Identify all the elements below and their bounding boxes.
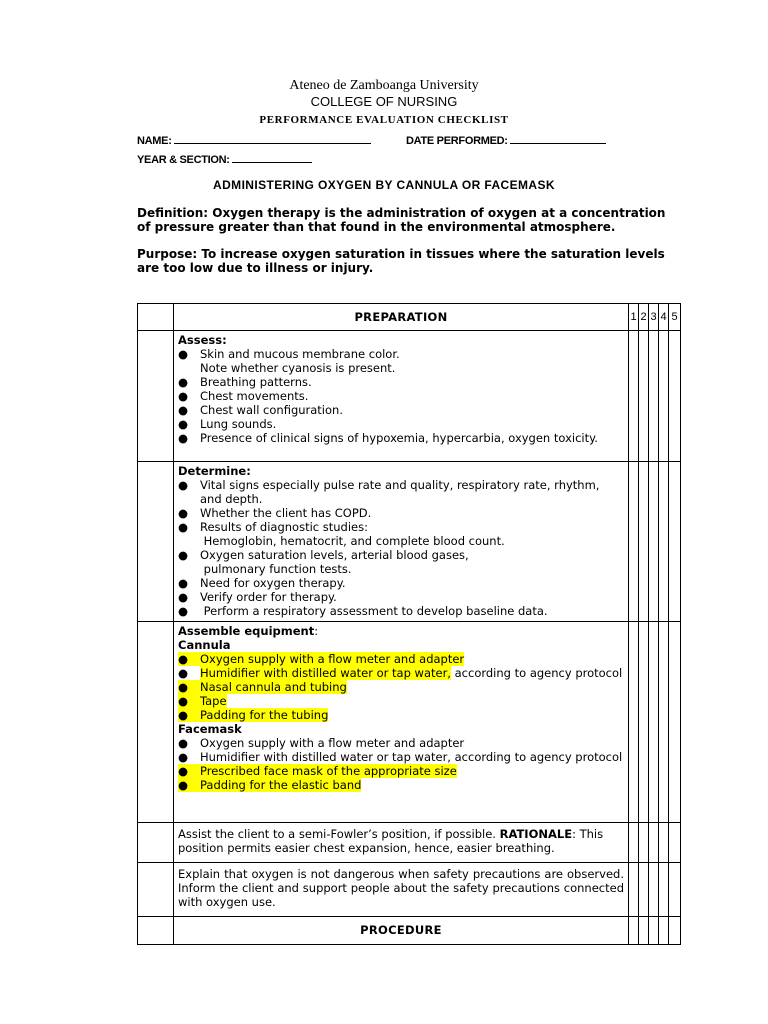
list-item: ● Need for oxygen therapy.: [178, 576, 346, 590]
rationale-label: RATIONALE: [499, 827, 573, 841]
assess-heading: Assess:: [178, 333, 227, 347]
score-box[interactable]: [629, 863, 639, 917]
year-section-blank: [232, 153, 312, 163]
date-label: DATE PERFORMED:: [406, 135, 508, 147]
list-item: ● Verify order for therapy.: [178, 590, 337, 604]
list-item: ● Chest movements.: [178, 389, 309, 403]
score-header-5: 5: [669, 304, 681, 331]
date-field: [406, 134, 606, 147]
procedure-title: ADMINISTERING OXYGEN BY CANNULA OR FACEMASK: [213, 178, 555, 192]
list-item: ● Tape: [178, 694, 227, 708]
list-item: ● Chest wall configuration.: [178, 403, 343, 417]
score-box[interactable]: [639, 622, 649, 823]
score-box[interactable]: [629, 462, 639, 622]
score-box[interactable]: [659, 462, 669, 622]
score-box[interactable]: [669, 823, 681, 863]
score-box[interactable]: [639, 823, 649, 863]
position-text: Assist the client to a semi-Fowler’s position, if possible.: [178, 827, 500, 841]
equipment-cell: [174, 622, 629, 823]
score-box[interactable]: [649, 863, 659, 917]
year-section-field: [137, 153, 312, 166]
score-box[interactable]: [649, 331, 659, 462]
position-cell: Assist the client to a semi-Fowler’s position, if possible. RATIONALE: This position permits easier chest expansion, hence, easier breathing.: [174, 823, 629, 863]
score-box[interactable]: [629, 331, 639, 462]
name-label: NAME:: [137, 135, 172, 147]
list-item: ● Lung sounds.: [178, 417, 277, 431]
list-item: ● Padding for the tubing: [178, 708, 329, 722]
list-item: ● Prescribed face mask of the appropriate size: [178, 764, 457, 778]
list-item: ● Nasal cannula and tubing: [178, 680, 347, 694]
explain-row: [138, 863, 681, 917]
facemask-label: Facemask: [178, 722, 242, 736]
score-box[interactable]: [659, 823, 669, 863]
list-item: ● Vital signs especially pulse rate and quality, respiratory rate, rhythm, and depth.: [178, 478, 600, 506]
explain-cell: Explain that oxygen is not dangerous when safety precautions are observed. Inform the client and support people about the safety precautions connected with oxygen use.: [174, 863, 629, 917]
determine-heading: Determine:: [178, 464, 251, 478]
equipment-row: [138, 622, 681, 823]
list-item: ● Presence of clinical signs of hypoxemia, hypercarbia, oxygen toxicity.: [178, 431, 598, 445]
cannula-label: Cannula: [178, 638, 231, 652]
list-item: ● Padding for the elastic band: [178, 778, 362, 792]
name-blank: [174, 134, 371, 144]
equipment-heading: Assemble equipment:: [178, 624, 319, 638]
score-box[interactable]: [669, 331, 681, 462]
rationale-text: This position permits easier chest expansion, hence, easier breathing.: [178, 827, 604, 855]
assess-row: [138, 331, 681, 462]
list-item: ● Perform a respiratory assessment to develop baseline data.: [178, 604, 548, 618]
name-field: [137, 134, 371, 147]
score-box[interactable]: [669, 462, 681, 622]
list-item: ● Oxygen supply with a flow meter and adapter: [178, 736, 465, 750]
list-item: ● Oxygen supply with a flow meter and adapter: [178, 652, 465, 666]
preparation-header-row: [138, 304, 681, 331]
year-section-label: YEAR & SECTION:: [137, 154, 230, 166]
score-box[interactable]: [629, 823, 639, 863]
score-box[interactable]: [639, 331, 649, 462]
score-box[interactable]: [649, 462, 659, 622]
assess-cell: [174, 331, 629, 462]
score-box[interactable]: [649, 823, 659, 863]
score-box[interactable]: [629, 622, 639, 823]
list-item: ● Humidifier with distilled water or tap water, according to agency protocol: [178, 666, 623, 680]
position-row: [138, 823, 681, 863]
list-item: ● Breathing patterns.: [178, 375, 312, 389]
evaluation-table: [137, 303, 681, 945]
college-name: COLLEGE OF NURSING: [310, 94, 458, 109]
score-box[interactable]: [659, 622, 669, 823]
list-item: ● Humidifier with distilled water or tap water, according to agency protocol: [178, 750, 623, 764]
purpose-text: Purpose: To increase oxygen saturation in tissues where the saturation levels are too low due to illness or injury.: [137, 247, 665, 275]
procedure-header-row: [138, 917, 681, 945]
score-header-2: 2: [639, 304, 649, 331]
score-box[interactable]: [669, 863, 681, 917]
preparation-header: PREPARATION: [174, 304, 629, 331]
list-item: ● Results of diagnostic studies: Hemoglobin, hematocrit, and complete blood count.: [178, 520, 505, 548]
procedure-header: PROCEDURE: [174, 917, 629, 945]
score-box[interactable]: [669, 622, 681, 823]
list-item: ● Skin and mucous membrane color. Note whether cyanosis is present.: [178, 347, 400, 375]
university-name: Ateneo de Zamboanga University: [289, 78, 479, 93]
date-blank: [510, 134, 606, 144]
score-box[interactable]: [659, 863, 669, 917]
score-box[interactable]: [639, 462, 649, 622]
list-item: ● Whether the client has COPD.: [178, 506, 372, 520]
determine-cell: [174, 462, 629, 622]
list-item: ● Oxygen saturation levels, arterial blood gases, pulmonary function tests.: [178, 548, 469, 576]
score-header-1: 1: [629, 304, 639, 331]
score-header-3: 3: [649, 304, 659, 331]
score-header-4: 4: [659, 304, 669, 331]
score-box[interactable]: [659, 331, 669, 462]
form-title: PERFORMANCE EVALUATION CHECKLIST: [259, 114, 509, 126]
definition-text: Definition: Oxygen therapy is the administration of oxygen at a concentration of pressure greater than that found in the environmental atmosphere.: [137, 206, 666, 234]
score-box[interactable]: [649, 622, 659, 823]
score-box[interactable]: [639, 863, 649, 917]
determine-row: [138, 462, 681, 622]
